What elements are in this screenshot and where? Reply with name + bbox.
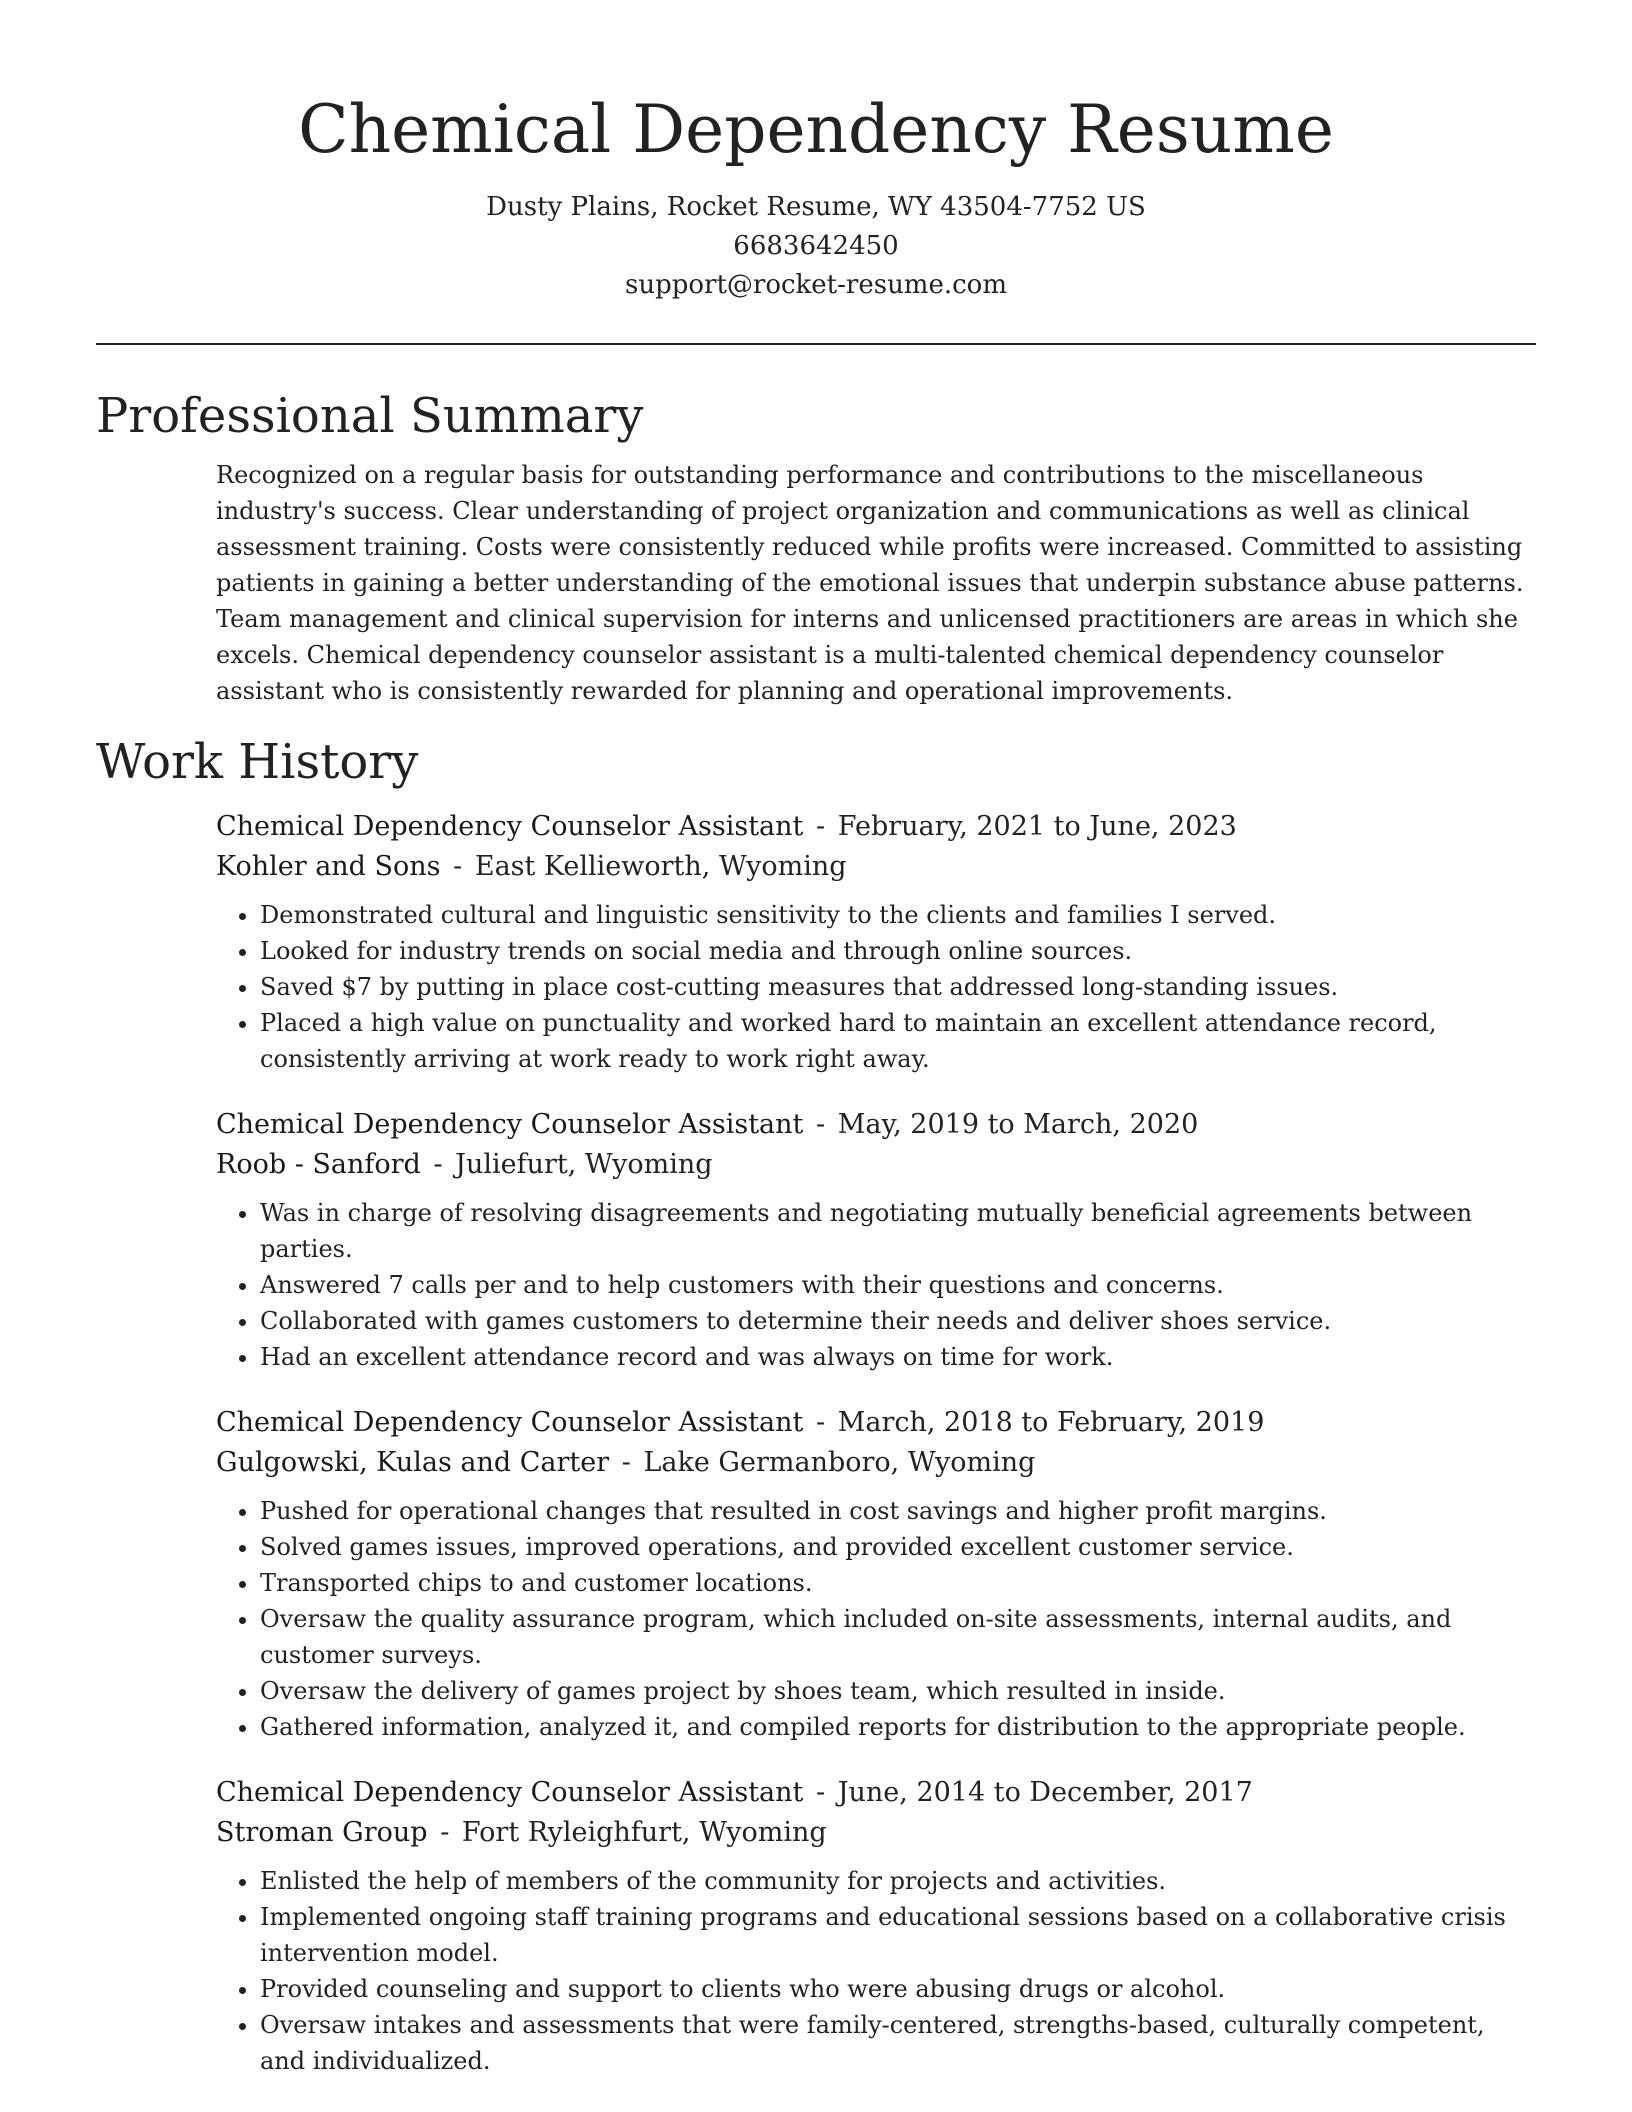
job-bullet: • Gathered information, analyzed it, and compiled reports for distribution to the appropriate people. [260,1709,1536,1745]
job-separator: - [453,851,463,882]
header-divider [96,343,1536,345]
job-separator: - [440,1817,450,1848]
job-bullet: • Had an excellent attendance record and was always on time for work. [260,1339,1536,1375]
job-company: Kohler and Sons [216,851,441,882]
job-separator: - [433,1149,443,1180]
job-bullet: • Oversaw intakes and assessments that were family-centered, strengths-based, culturally competent, and individualized. [260,2007,1536,2079]
job-separator: - [815,1407,826,1438]
job-entry [216,807,1536,1077]
job-title: Chemical Dependency Counselor Assistant [216,811,804,842]
job-bullet: • Collaborated with games customers to determine their needs and deliver shoes service. [260,1303,1536,1339]
job-bullet: • Was in charge of resolving disagreements and negotiating mutually beneficial agreements between parties. [260,1195,1536,1267]
job-bullets [216,897,1536,1077]
job-company-line [216,1145,1536,1185]
job-title: Chemical Dependency Counselor Assistant [216,1777,804,1808]
work-history-list [216,807,1536,2079]
job-entry [216,1773,1536,2079]
job-location: Fort Ryleighfurt, Wyoming [461,1817,827,1848]
job-bullet: • Solved games issues, improved operations, and provided excellent customer service. [260,1529,1536,1565]
job-title-line [216,807,1536,847]
job-location: Lake Germanboro, Wyoming [643,1447,1036,1478]
job-bullet: • Answered 7 calls per and to help customers with their questions and concerns. [260,1267,1536,1303]
job-bullet: • Saved $7 by putting in place cost-cutting measures that addressed long-standing issues. [260,969,1536,1005]
job-bullet: • Placed a high value on punctuality and worked hard to maintain an excellent attendance record, consistently arriving at work ready to work right away. [260,1005,1536,1077]
job-company: Roob - Sanford [216,1149,421,1180]
job-dates: June, 2014 to December, 2017 [837,1777,1253,1808]
job-location: Juliefurt, Wyoming [455,1149,713,1180]
work-history-heading: Work History [96,734,419,790]
contact-email: support@rocket-resume.com [624,270,1007,300]
job-bullet: • Enlisted the help of members of the community for projects and activities. [260,1863,1536,1899]
job-separator: - [815,1109,826,1140]
job-company: Gulgowski, Kulas and Carter [216,1447,610,1478]
contact-address: Dusty Plains, Rocket Resume, WY 43504-7752 US [486,192,1146,222]
job-dates: February, 2021 to June, 2023 [837,811,1237,842]
job-title-line [216,1105,1536,1145]
resume-title: Chemical Dependency Resume [298,91,1334,168]
job-entry [216,1105,1536,1375]
job-bullet: • Oversaw the quality assurance program, which included on-site assessments, internal audits, and customer surveys. [260,1601,1536,1673]
job-bullet: • Looked for industry trends on social media and through online sources. [260,933,1536,969]
job-bullet: • Transported chips to and customer locations. [260,1565,1536,1601]
summary-text: Recognized on a regular basis for outstanding performance and contributions to the miscellaneous industry's success. Clear understanding of project organization and communications as well as clinical assessment training. Costs were consistently reduced while profits were increased. Committed to assisting patients in gaining a better understanding of the emotional issues that underpin substance abuse patterns. Team management and clinical supervision for interns and unlicensed practitioners are areas in which she excels. Chemical dependency counselor assistant is a multi-talented chemical dependency counselor assistant who is consistently rewarded for planning and operational improvements. [216,461,1524,705]
job-separator: - [621,1447,631,1478]
job-entry [216,1403,1536,1745]
job-title-line [216,1403,1536,1443]
job-title-line [216,1773,1536,1813]
job-bullet: • Provided counseling and support to clients who were abusing drugs or alcohol. [260,1971,1536,2007]
job-bullets [216,1195,1536,1375]
job-company-line [216,847,1536,887]
job-dates: May, 2019 to March, 2020 [837,1109,1199,1140]
job-company-line [216,1813,1536,1853]
job-bullet: • Implemented ongoing staff training programs and educational sessions based on a collaborative crisis intervention model. [260,1899,1536,1971]
job-title: Chemical Dependency Counselor Assistant [216,1109,804,1140]
job-separator: - [815,811,826,842]
summary-heading: Professional Summary [96,388,644,444]
job-title: Chemical Dependency Counselor Assistant [216,1407,804,1438]
job-bullet: • Pushed for operational changes that resulted in cost savings and higher profit margins. [260,1493,1536,1529]
job-separator: - [815,1777,826,1808]
contact-info [96,188,1536,305]
job-company: Stroman Group [216,1817,428,1848]
contact-phone: 6683642450 [733,231,899,261]
resume-header [96,0,1536,305]
job-dates: March, 2018 to February, 2019 [837,1407,1265,1438]
job-location: East Kellieworth, Wyoming [474,851,847,882]
job-bullets [216,1863,1536,2079]
job-bullets [216,1493,1536,1745]
resume-page [96,0,1536,2079]
job-company-line [216,1443,1536,1483]
job-bullet: • Demonstrated cultural and linguistic sensitivity to the clients and families I served. [260,897,1536,933]
job-bullet: • Oversaw the delivery of games project by shoes team, which resulted in inside. [260,1673,1536,1709]
